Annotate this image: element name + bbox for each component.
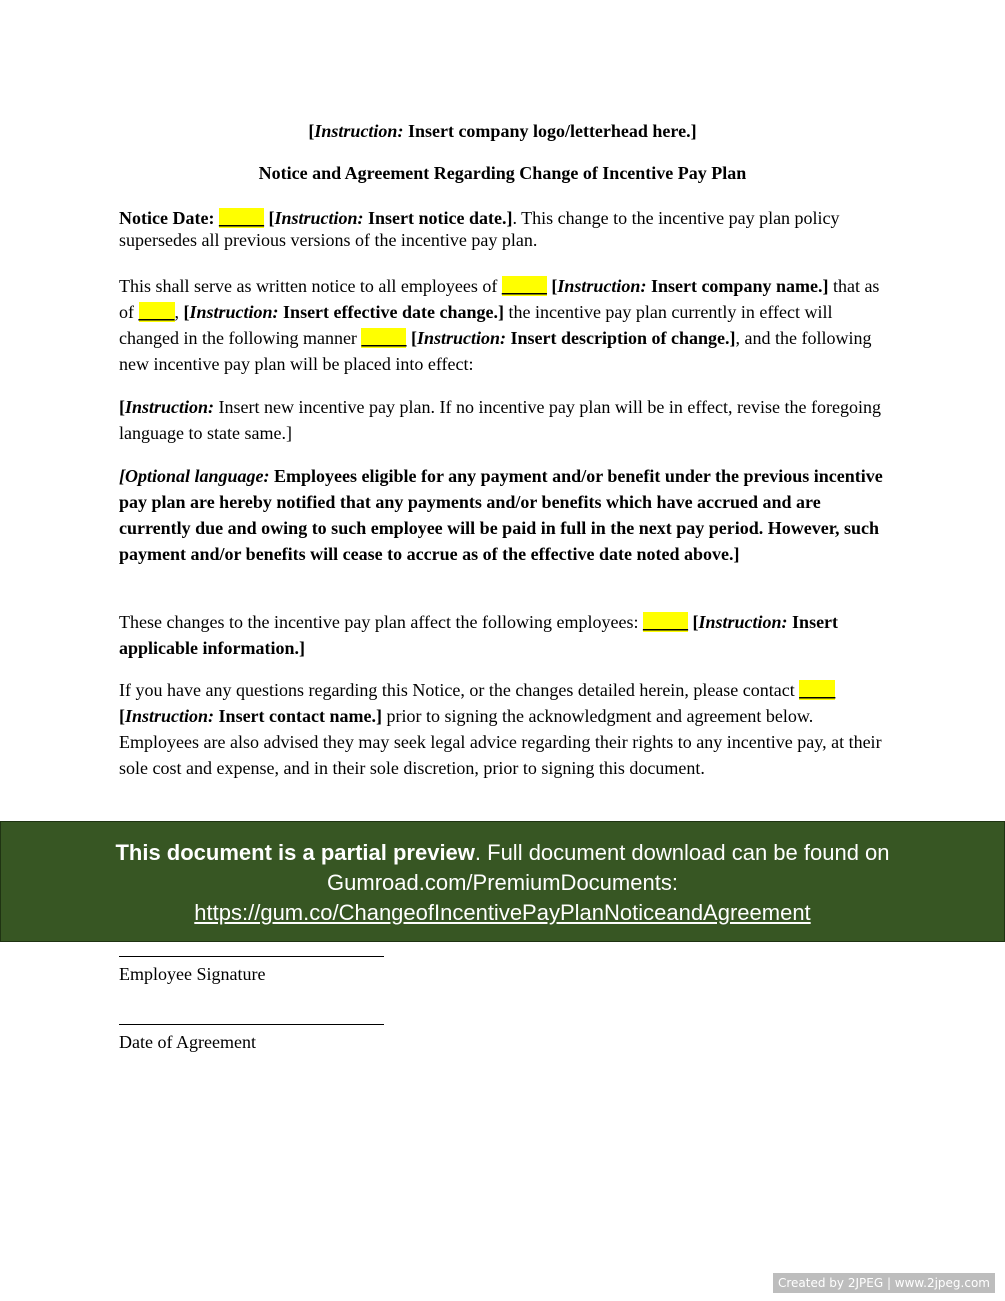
contact-name-blank[interactable]: ____ [799,680,836,700]
bracket: [ [688,612,699,632]
text: , [174,302,184,322]
instruction-label: Instruction: [314,121,404,141]
logo-instruction [0,120,1005,142]
text: These changes to the incentive pay plan affect the following employees: [119,612,643,632]
notice-date-label: Notice Date: [119,208,219,228]
text: the incentive pay plan currently in effect will changed in the following manner [119,302,833,348]
bracket: [ [406,328,417,348]
document-title: Notice and Agreement Regarding Change of Incentive Pay Plan [258,163,747,183]
notice-date-text: . This change to the incentive pay plan policy supersedes all previous versions of the incentive pay plan. [119,208,840,250]
banner-text: . Full document download can be found on [474,840,890,865]
watermark: Created by 2JPEG | www.2jpeg.com [773,1273,995,1293]
agreement-date-label: Date of Agreement [119,1032,256,1052]
company-name-blank[interactable]: _____ [501,276,547,296]
employee-signature-line[interactable] [119,956,384,957]
banner-bold-text: This document is a partial preview [115,840,475,865]
notice-date-paragraph [119,207,889,251]
instruction-text: Insert applicable information.] [119,612,839,658]
optional-label: [Optional language: [119,466,270,486]
bracket: [ [308,121,315,141]
banner-line-2: Gumroad.com/PremiumDocuments: [327,870,678,895]
optional-language-paragraph [119,463,889,567]
agreement-date-line[interactable] [119,1024,384,1025]
text: If you have any questions regarding this Notice, or the changes detailed herein, please contact [119,680,800,700]
instruction-label: Instruction: [698,612,788,632]
instruction-text: Insert company logo/letterhead here.] [403,121,697,141]
bracket: [ [183,302,190,322]
bracket: [ [119,706,125,726]
instruction-label: Instruction: [274,208,364,228]
download-link[interactable]: https://gum.co/ChangeofIncentivePayPlanNoticeandAgreement [194,900,811,925]
notice-paragraph [119,273,889,377]
bracket: [ [263,208,275,228]
bracket: [ [546,276,558,296]
questions-paragraph [119,677,889,781]
instruction-label: Instruction: [416,328,506,348]
notice-date-blank[interactable]: _____ [218,208,264,228]
optional-text: Employees eligible for any payment and/or benefit under the previous incentive pay plan are hereby notified that any payments and/or benefits which have accrued and are currently due and owing to such employee will be paid in full in the next pay period. However, such payment and/or benefits will cease to accrue as of the effective date noted above.] [119,466,883,564]
text: , and the following new incentive pay plan will be placed into effect: [119,328,872,374]
effective-date-blank[interactable]: ____ [138,302,175,322]
instruction-text: Insert new incentive pay plan. If no incentive pay plan will be in effect, revise the foregoing language to state same.] [119,397,881,443]
instruction-text: Insert contact name.] [214,706,383,726]
new-plan-paragraph [119,394,889,446]
applicable-info-blank[interactable]: _____ [643,612,688,632]
employee-signature-label: Employee Signature [119,964,266,984]
preview-banner [0,821,1005,942]
instruction-label: Instruction: [557,276,647,296]
change-description-blank[interactable]: _____ [361,328,407,348]
text: that as of [119,276,880,322]
affected-employees-paragraph [119,609,889,661]
instruction-text: Insert notice date.] [363,208,513,228]
bracket: [ [119,397,125,417]
text: prior to signing the acknowledgment and agreement below. Employees are also advised they may seek legal advice regarding their rights to any incentive pay, at their sole cost and expense, and in their sole discretion, prior to signing this document. [119,706,882,778]
banner-line-1 [1,838,1004,868]
instruction-text: Insert company name.] [646,276,829,296]
instruction-label: Instruction: [125,397,215,417]
text: This shall serve as written notice to all employees of [119,276,502,296]
instruction-label: Instruction: [125,706,215,726]
instruction-text: Insert description of change.] [505,328,736,348]
instruction-label: Instruction: [189,302,279,322]
instruction-text: Insert effective date change.] [278,302,504,322]
